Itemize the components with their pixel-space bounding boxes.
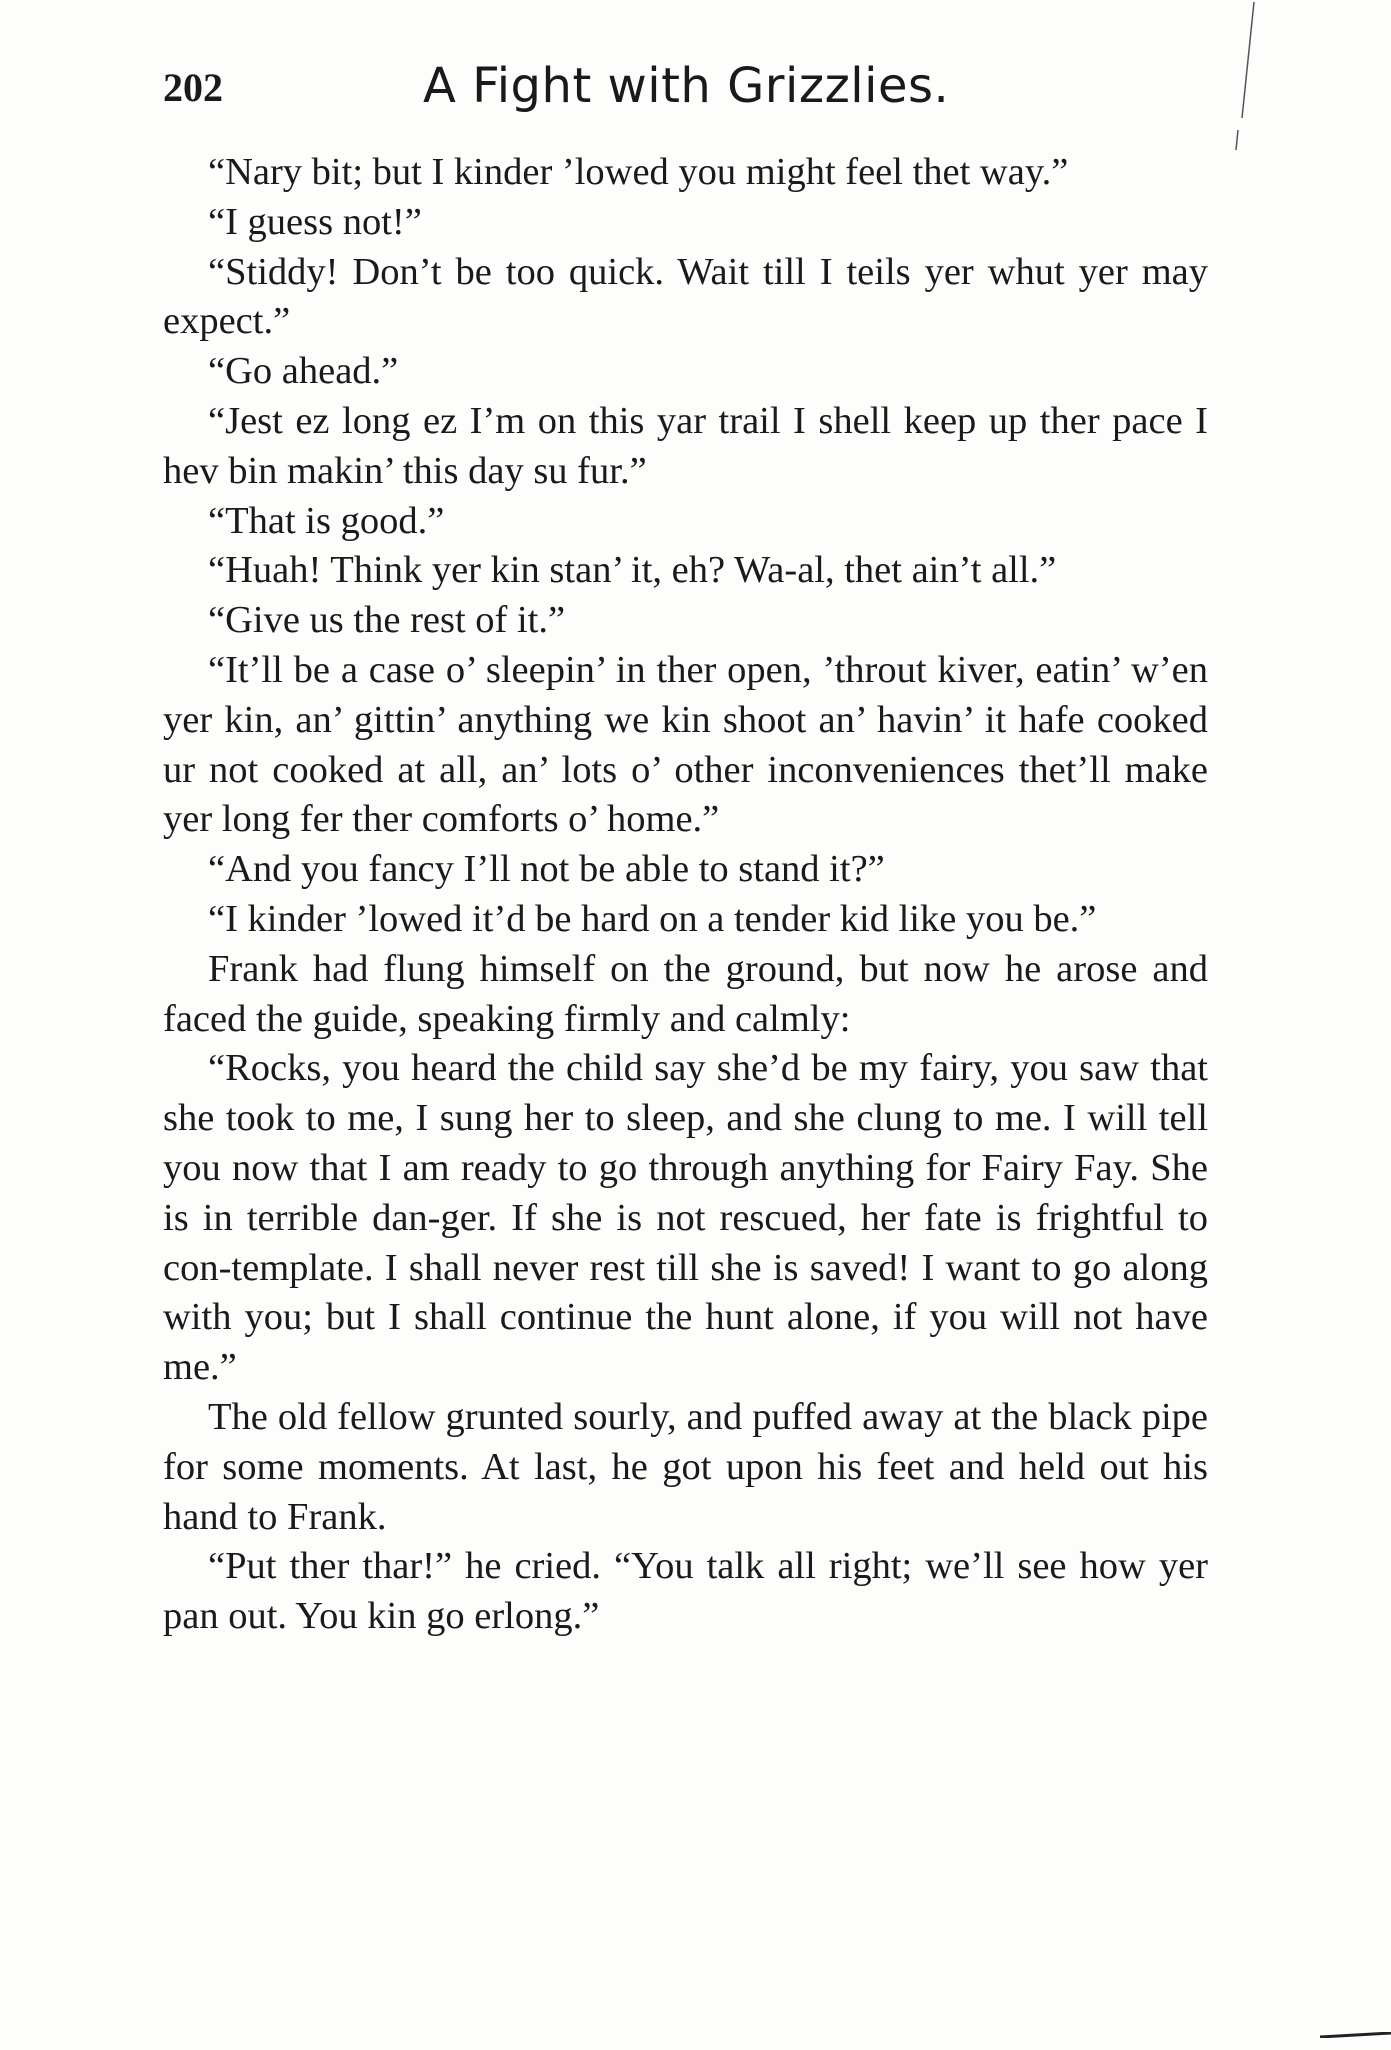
corner-mark [1320,2032,1391,2038]
paragraph-4: “Go ahead.” [208,350,399,393]
paragraph-6: “That is good.” [208,499,445,542]
paragraph-13: “Rocks, you heard the child say she’d be my fairy, you saw that she took to me, I sung her to sleep, and she clung to me. I will tell you now that I am ready to go through anything for Fairy Fay. She is in terrible dan-ger. If she is not rescued, her fate is frightful to con-template. I shall never rest till she is saved! I want to go along with you; but I shall continue the hunt alone, if you will not have me.” [163,1047,1208,1389]
running-head [163,58,1213,118]
running-title: A Fight with Grizzlies. [423,58,950,114]
paragraph-1: “Nary bit; but I kinder ’lowed you might feel thet way.” [208,151,1069,193]
paragraph-10: “And you fancy I’ll not be able to stand it?” [208,848,885,891]
paragraph-15: “Put ther thar!” he cried. “You talk all right; we’ll see how yer pan out. You kin go erlong.” [163,1545,1208,1638]
paragraph-5: “Jest ez long ez I’m on this yar trail I shell keep up ther pace I hev bin makin’ this day su fur.” [163,399,1208,492]
paragraph-9: “It’ll be a case o’ sleepin’ in ther open, ’throut kiver, eatin’ w’en yer kin, an’ gittin’ anything we kin shoot an’ havin’ it hafe cooked ur not cooked at all, an’ lots o’ other inconveniences thet’ll make yer long fer ther comforts o’ home.” [163,648,1208,841]
paragraph-12: Frank had flung himself on the ground, but now he arose and faced the guide, speaking firmly and calmly: [163,947,1208,1040]
margin-pencil-line [1228,0,1258,170]
paragraph-11: “I kinder ’lowed it’d be hard on a tender kid like you be.” [208,897,1097,940]
page-number: 202 [163,65,223,110]
body-text [163,148,1208,1642]
paragraph-3: “Stiddy! Don’t be too quick. Wait till I teils yer whut yer may expect.” [163,250,1208,343]
paragraph-14: The old fellow grunted sourly, and puffed away at the black pipe for some moments. At last, he got upon his feet and held out his hand to Frank. [163,1395,1208,1538]
paragraph-2: “I guess not!” [208,200,422,243]
paragraph-7: “Huah! Think yer kin stan’ it, eh? Wa-al, thet ain’t all.” [208,549,1057,592]
paragraph-8: “Give us the rest of it.” [208,599,566,642]
